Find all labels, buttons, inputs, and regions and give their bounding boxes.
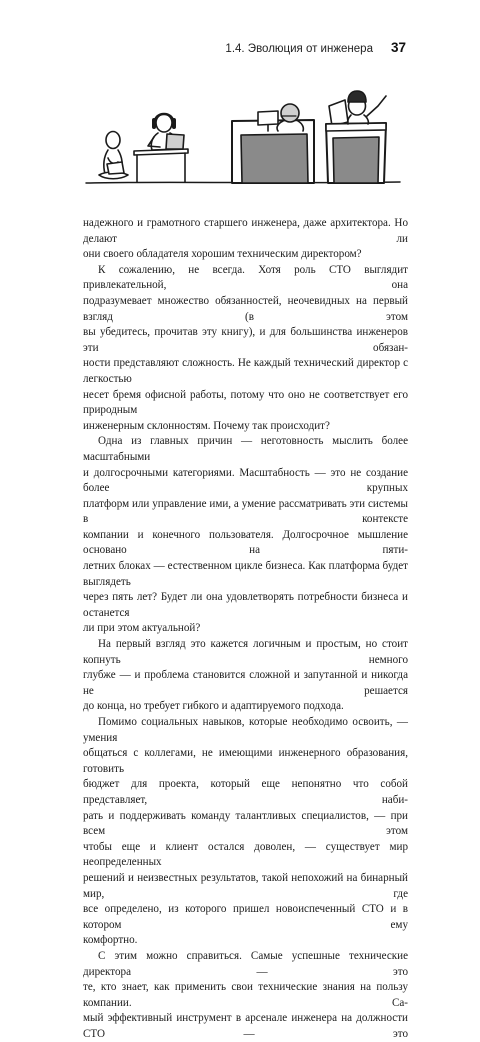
text-line: На первый взгляд это кажется логичным и простым, но стоит копнуть немного bbox=[83, 638, 408, 666]
text-line: вы убедитесь, прочитав эту книгу), и для большинства инженеров эти обязан- bbox=[83, 326, 408, 354]
executive-figure bbox=[326, 91, 386, 183]
text-line: общаться с коллегами, не имеющими инженерного образования, готовить bbox=[83, 747, 408, 775]
engineer-evolution-illustration bbox=[82, 76, 402, 202]
text-line: и долгосрочными категориями. Масштабность — это не создание более крупных bbox=[83, 466, 408, 495]
text-line: все определено, из которого пришел новоиспеченный CTO и в котором ему bbox=[83, 903, 408, 931]
text-line: компании и конечного пользователя. Долгосрочное мышление основано на пяти- bbox=[83, 528, 408, 557]
page-number: 37 bbox=[390, 40, 406, 55]
laptop-screen bbox=[166, 134, 184, 149]
text-line: через пять лет? Будет ли она удовлетворять потребности бизнеса и останется bbox=[83, 591, 408, 619]
text-line: решений и неизвестных результатов, такой непохожий на бинарный мир, где bbox=[83, 871, 408, 900]
text-line: они своего обладателя хорошим техническим директором? bbox=[83, 248, 362, 261]
text-line: глубже — и проблема становится сложной и запутанной и никогда не решается bbox=[83, 669, 408, 697]
text-line: те, кто знает, как применить свои технические знания на пользу компании. Са- bbox=[83, 981, 408, 1009]
meditating-figure bbox=[99, 132, 128, 179]
text-line: надежного и грамотного старшего инженера, даже архитектора. Но делают ли bbox=[83, 217, 408, 245]
desk-engineer-figure bbox=[134, 114, 188, 182]
text-line: до конца, но требует гибкого и адаптируемого подхода. bbox=[83, 700, 344, 713]
text-line: Одна из главных причин — неготовность мыслить более масштабными bbox=[83, 435, 408, 463]
monitor-icon bbox=[258, 111, 278, 125]
text-line: ности представляют сложность. Не каждый технический директор с легкостью bbox=[83, 357, 408, 385]
manager-figure bbox=[232, 104, 314, 183]
text-line: несет бремя офисной работы, потому что оно не соответствует его природным bbox=[83, 388, 408, 417]
text-line: ли при этом актуальной? bbox=[83, 622, 201, 635]
text-line: комфортно. bbox=[83, 934, 138, 947]
chair-back bbox=[329, 100, 348, 126]
section-title: 1.4. Эволюция от инженера bbox=[225, 43, 373, 55]
text-line: чтобы еще и клиент остался доволен, — существует мир неопределенных bbox=[83, 840, 408, 869]
laptop-icon bbox=[107, 162, 124, 174]
text-line: рать и поддерживать команду талантливых специалистов, — при всем этом bbox=[83, 809, 408, 838]
text-line: подразумевает множество обязанностей, неочевидных на первый взгляд (в этом bbox=[83, 294, 408, 323]
body-text bbox=[83, 216, 408, 1042]
text-line: летних блоках — естественном цикле бизнеса. Как платформа будет выглядеть bbox=[83, 560, 408, 588]
pointer-arm bbox=[367, 96, 386, 116]
text-line: бюджет для проекта, который еще непонятно что собой представляет, наби- bbox=[83, 778, 408, 806]
text-line: К сожалению, не всегда. Хотя роль CTO выглядит привлекательной, она bbox=[83, 263, 408, 292]
text-line: мый эффективный инструмент в арсенале инженера на должности CTO — это bbox=[83, 1012, 408, 1040]
text-line: С этим можно справиться. Самые успешные технические директора — это bbox=[83, 949, 408, 978]
running-head bbox=[225, 40, 406, 55]
text-line: платформ или управление ими, а умение рассматривать эти системы в контексте bbox=[83, 497, 408, 526]
text-line: инженерным склонностям. Почему так происходит? bbox=[83, 419, 330, 432]
text-line: Помимо социальных навыков, которые необходимо освоить, — умения bbox=[83, 716, 408, 744]
